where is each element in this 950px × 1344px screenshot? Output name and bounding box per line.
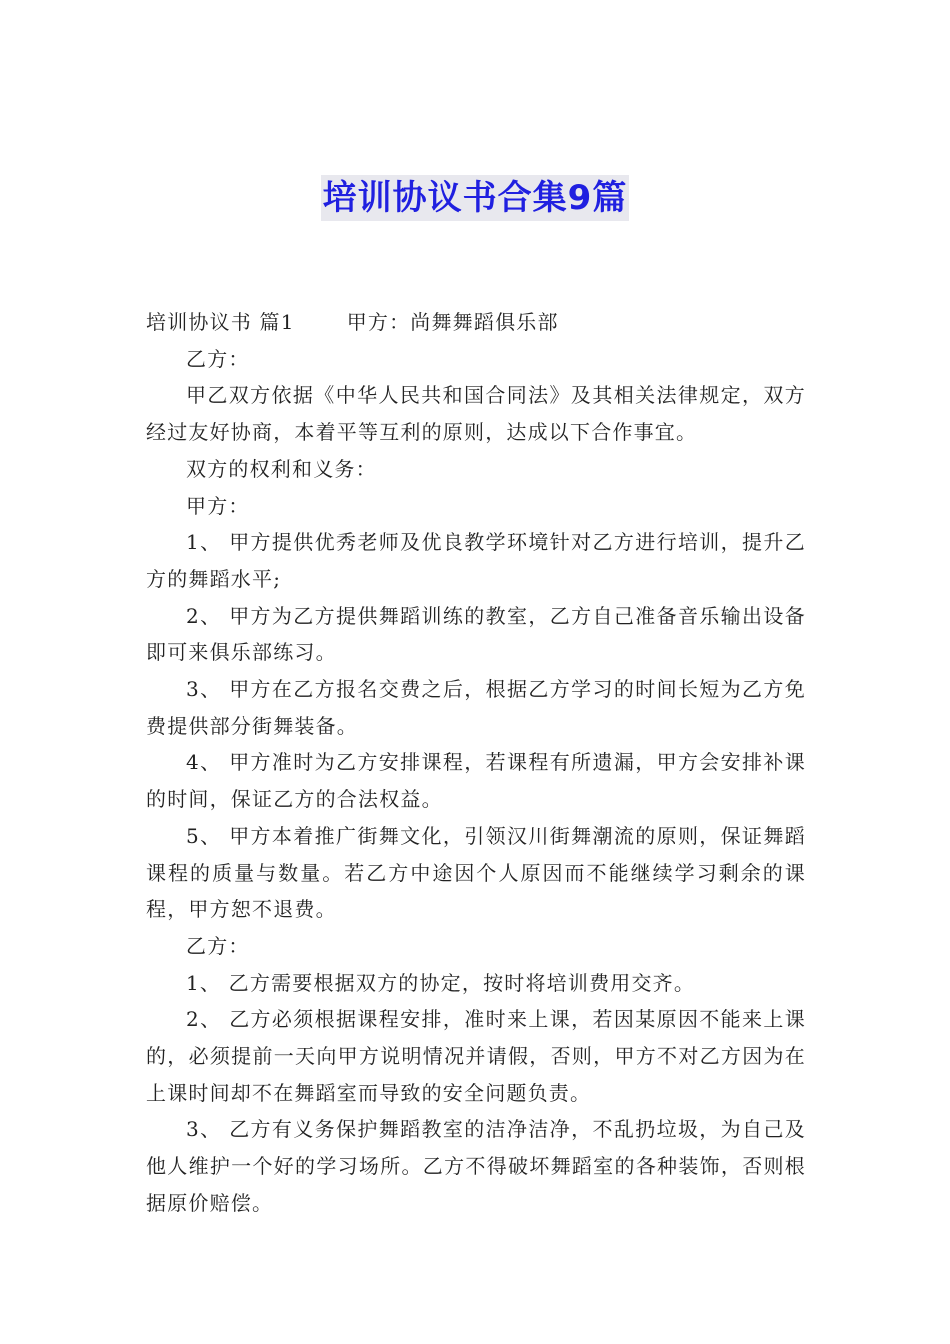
- paragraph: 甲方：: [186, 493, 250, 518]
- paragraph: 甲乙双方依据《中华人民共和国合同法》及其相关法律规定，双方经过友好协商，本着平等互利的原则，达成以下合作事宜。: [146, 383, 806, 445]
- document-title-text: 培训协议书合集9篇: [321, 175, 630, 221]
- paragraph: 乙方：: [186, 346, 250, 371]
- paragraph: 3、 甲方在乙方报名交费之后，根据乙方学习的时间长短为乙方免费提供部分街舞装备。: [146, 677, 806, 738]
- paragraph: 3、 乙方有义务保护舞蹈教室的洁净洁净，不乱扔垃圾，为自己及他人维护一个好的学习场所。乙方不得破坏舞蹈室的各种装饰，否则根据原价赔偿。: [146, 1117, 806, 1215]
- document-title: [0, 175, 950, 221]
- paragraph: 2、 乙方必须根据课程安排，准时来上课，若因某原因不能来上课的，必须提前一天向甲方说明情况并请假，否则，甲方不对乙方因为在上课时间却不在舞蹈室而导致的安全问题负责。: [146, 1007, 806, 1105]
- party-a-line: 甲方：尚舞舞蹈俱乐部: [346, 310, 559, 334]
- paragraph: 4、 甲方准时为乙方安排课程，若课程有所遗漏，甲方会安排补课的时间，保证乙方的合法权益。: [146, 750, 806, 812]
- paragraph: 5、 甲方本着推广街舞文化，引领汉川街舞潮流的原则，保证舞蹈课程的质量与数量。若乙方中途因个人原因而不能继续学习剩余的课程，甲方恕不退费。: [146, 823, 806, 922]
- paragraph: 双方的权利和义务：: [186, 456, 377, 481]
- paragraph: 1、 乙方需要根据双方的协定，按时将培训费用交齐。: [186, 970, 696, 995]
- document-body: [146, 304, 806, 1222]
- paragraph: 2、 甲方为乙方提供舞蹈训练的教室，乙方自己准备音乐输出设备即可来俱乐部练习。: [146, 603, 806, 665]
- paragraph: 1、 甲方提供优秀老师及优良教学环境针对乙方进行培训，提升乙方的舞蹈水平;: [146, 530, 806, 591]
- paragraph: 乙方：: [186, 933, 250, 958]
- section-heading: 培训协议书 篇1: [146, 310, 295, 334]
- first-line: [146, 304, 806, 341]
